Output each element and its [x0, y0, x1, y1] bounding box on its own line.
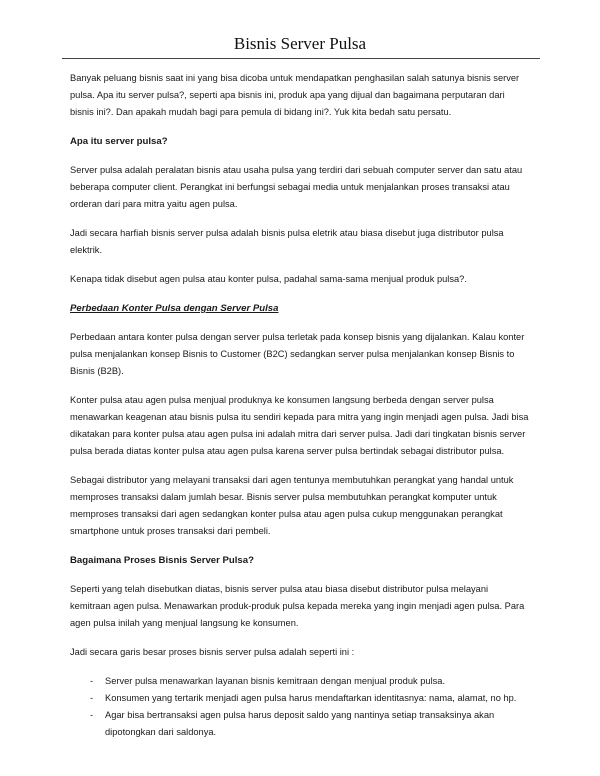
paragraph: Seperti yang telah disebutkan diatas, bisnis server pulsa atau biasa disebut distributor pulsa melayani kemitraan agen pulsa. Menawarkan produk-produk pulsa kepada mereka yang ingin menjadi agen pulsa. Para agen pulsa inilah yang menjual langsung ke konsumen.	[70, 584, 525, 628]
section-heading-perbedaan: Perbedaan Konter Pulsa dengan Server Pulsa	[70, 303, 279, 314]
paragraph: Jadi secara harfiah bisnis server pulsa adalah bisnis pulsa eletrik atau biasa disebut juga distributor pulsa elektrik.	[70, 228, 504, 255]
title-divider	[62, 58, 540, 59]
list-item-text: Server pulsa menawarkan layanan bisnis kemitraan dengan menjual produk pulsa.	[105, 676, 446, 686]
section-heading-proses: Bagaimana Proses Bisnis Server Pulsa?	[70, 555, 254, 566]
list-item	[70, 690, 530, 707]
list-item	[70, 707, 530, 741]
paragraph: Kenapa tidak disebut agen pulsa atau konter pulsa, padahal sama-sama menjual produk pulsa?.	[70, 274, 467, 284]
list-item-text: Agar bisa bertransaksi agen pulsa harus deposit saldo yang nantinya setiap transaksinya akan dipotongkan dari saldonya.	[105, 710, 495, 737]
section-heading-apa-itu: Apa itu server pulsa?	[70, 136, 168, 147]
paragraph: Sebagai distributor yang melayani transaksi dari agen tentunya membutuhkan perangkat yang handal untuk memproses transaksi dalam jumlah besar. Bisnis server pulsa membutuhkan perangkat komputer untuk memproses transaksi dari agen sedangkan konter pulsa atau agen pulsa cukup menggunakan perangkat smartphone untuk proses transaksi dari pembeli.	[70, 475, 514, 536]
page-title: Bisnis Server Pulsa	[233, 34, 367, 53]
paragraph: Perbedaan antara konter pulsa dengan server pulsa terletak pada konsep bisnis yang dijalankan. Kalau konter pulsa menjalankan konsep Bisnis to Customer (B2C) sedangkan server pulsa menjalankan konsep Bisnis to Bisnis (B2B).	[70, 332, 525, 376]
list-bullet: -	[90, 676, 94, 686]
paragraph: Jadi secara garis besar proses bisnis server pulsa adalah seperti ini :	[70, 647, 355, 657]
paragraph: Server pulsa adalah peralatan bisnis atau usaha pulsa yang terdiri dari sebuah computer server dan satu atau beberapa computer client. Perangkat ini berfungsi sebagai media untuk menjalankan proses transaksi atau orderan dari para mitra yaitu agen pulsa.	[70, 165, 523, 209]
list-bullet: -	[90, 693, 94, 703]
intro-paragraph: Banyak peluang bisnis saat ini yang bisa dicoba untuk mendapatkan penghasilan salah satunya bisnis server pulsa. Apa itu server pulsa?, seperti apa bisnis ini, produk apa yang dijual dan bagaimana perputaran dari bisnis ini?. Dan apakah mudah bagi para pemula di bidang ini?. Yuk kita bedah satu persatu.	[70, 73, 520, 117]
list-item	[70, 673, 530, 690]
list-item-text: Konsumen yang tertarik menjadi agen pulsa harus mendaftarkan identitasnya: nama, alamat, no hp.	[105, 693, 517, 703]
paragraph: Konter pulsa atau agen pulsa menjual produknya ke konsumen langsung berbeda dengan server pulsa menawarkan keagenan atau bisnis pulsa itu sendiri kepada para mitra yang ingin menjadi agen pulsa. Jadi bisa dikatakan para konter pulsa atau agen pulsa ini adalah mitra dari server pulsa. Jadi dari tingkatan bisnis server pulsa berada diatas konter pulsa atau agen pulsa karena server pulsa bertindak sebagai distributor pulsa.	[70, 395, 529, 456]
document-body	[70, 70, 530, 741]
process-list	[70, 673, 530, 741]
list-bullet: -	[90, 710, 94, 720]
